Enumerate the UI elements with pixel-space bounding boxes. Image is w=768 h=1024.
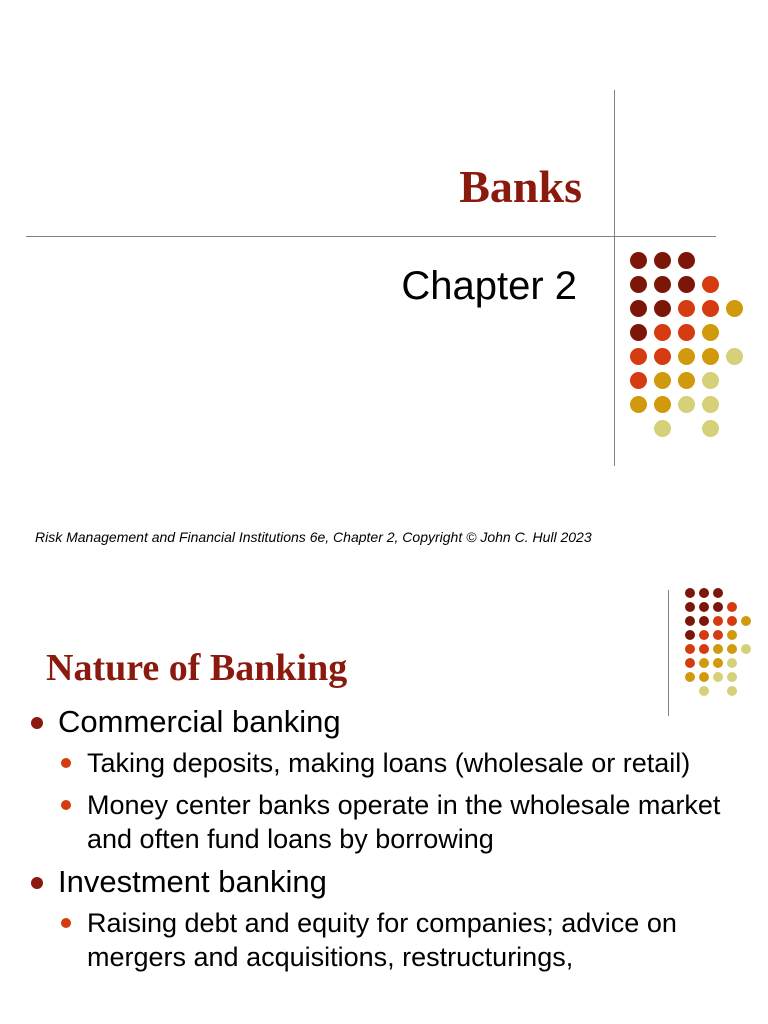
decorative-dot — [678, 396, 695, 413]
decorative-dot — [699, 616, 709, 626]
bullet-list — [0, 704, 768, 982]
decorative-dot — [727, 602, 737, 612]
decorative-dot — [685, 658, 695, 668]
decorative-dot — [699, 658, 709, 668]
decorative-dot — [713, 658, 723, 668]
decorative-dot — [741, 644, 751, 654]
decorative-dot — [699, 672, 709, 682]
sub-bullet-item — [0, 788, 768, 856]
bullet-text: Investment banking — [58, 864, 327, 899]
decorative-dot — [678, 372, 695, 389]
sub-bullet-text: Taking deposits, making loans (wholesale or retail) — [87, 748, 691, 778]
decorative-dot — [654, 324, 671, 341]
decorative-dot — [654, 300, 671, 317]
decorative-dot — [702, 348, 719, 365]
decorative-dot — [713, 644, 723, 654]
decorative-dot — [685, 602, 695, 612]
decorative-dot — [713, 672, 723, 682]
decorative-dot — [702, 276, 719, 293]
sub-bullet-text: Raising debt and equity for companies; advice on mergers and acquisitions, restructurings, — [87, 908, 677, 972]
decorative-dot — [654, 372, 671, 389]
bullet-dot-icon — [31, 877, 43, 889]
decorative-dot — [727, 658, 737, 668]
sub-bullet-dot-icon — [61, 918, 71, 928]
decorative-dot — [678, 252, 695, 269]
decorative-dot — [702, 396, 719, 413]
slide-footer: Risk Management and Financial Institutions 6e, Chapter 2, Copyright © John C. Hull 2023 — [35, 529, 592, 545]
decorative-dot — [678, 324, 695, 341]
slide-title: Nature of Banking — [46, 647, 348, 689]
decorative-dot — [654, 420, 671, 437]
sub-bullet-dot-icon — [61, 758, 71, 768]
decorative-dot — [654, 252, 671, 269]
horizontal-divider — [26, 236, 716, 237]
decorative-dot — [713, 630, 723, 640]
sub-bullet-text: Money center banks operate in the wholesale market and often fund loans by borrowing — [87, 790, 721, 854]
decorative-dot — [685, 672, 695, 682]
decorative-dot — [630, 348, 647, 365]
decorative-dot — [678, 348, 695, 365]
decorative-dot — [630, 396, 647, 413]
decorative-dot — [685, 644, 695, 654]
decorative-dot — [727, 630, 737, 640]
decorative-dot — [713, 602, 723, 612]
decorative-dot — [654, 276, 671, 293]
decorative-dot — [630, 252, 647, 269]
decorative-dot — [727, 644, 737, 654]
decorative-dot — [699, 630, 709, 640]
decorative-dot — [699, 602, 709, 612]
decorative-dot — [630, 276, 647, 293]
content-slide — [0, 570, 768, 1024]
decorative-dot — [727, 672, 737, 682]
bullet-item — [0, 704, 768, 740]
decorative-dot — [713, 616, 723, 626]
decorative-dot — [726, 300, 743, 317]
decorative-dot — [702, 420, 719, 437]
decorative-dot — [699, 588, 709, 598]
decorative-dot — [654, 396, 671, 413]
decorative-dot — [685, 588, 695, 598]
decorative-dot — [699, 686, 709, 696]
bullet-text: Commercial banking — [58, 704, 341, 739]
decorative-dot — [702, 372, 719, 389]
decorative-dot — [727, 616, 737, 626]
decorative-dot — [727, 686, 737, 696]
sub-bullet-item — [0, 746, 768, 780]
decorative-dot — [678, 276, 695, 293]
decorative-dot — [726, 348, 743, 365]
decorative-dot — [713, 588, 723, 598]
decorative-dot — [630, 300, 647, 317]
sub-bullet-dot-icon — [61, 800, 71, 810]
vertical-divider — [614, 90, 615, 466]
decorative-dot — [741, 616, 751, 626]
bullet-dot-icon — [31, 717, 43, 729]
vertical-divider — [668, 590, 669, 716]
sub-bullet-item — [0, 906, 768, 974]
decorative-dot — [654, 348, 671, 365]
decorative-dot — [702, 300, 719, 317]
decorative-dot — [678, 300, 695, 317]
slide-title: Banks — [459, 161, 582, 212]
decorative-dot — [702, 324, 719, 341]
decorative-dot — [685, 616, 695, 626]
bullet-item — [0, 864, 768, 900]
slide-subtitle: Chapter 2 — [401, 264, 577, 308]
decorative-dot — [699, 644, 709, 654]
decorative-dot — [630, 324, 647, 341]
decorative-dot — [630, 372, 647, 389]
decorative-dot — [685, 630, 695, 640]
